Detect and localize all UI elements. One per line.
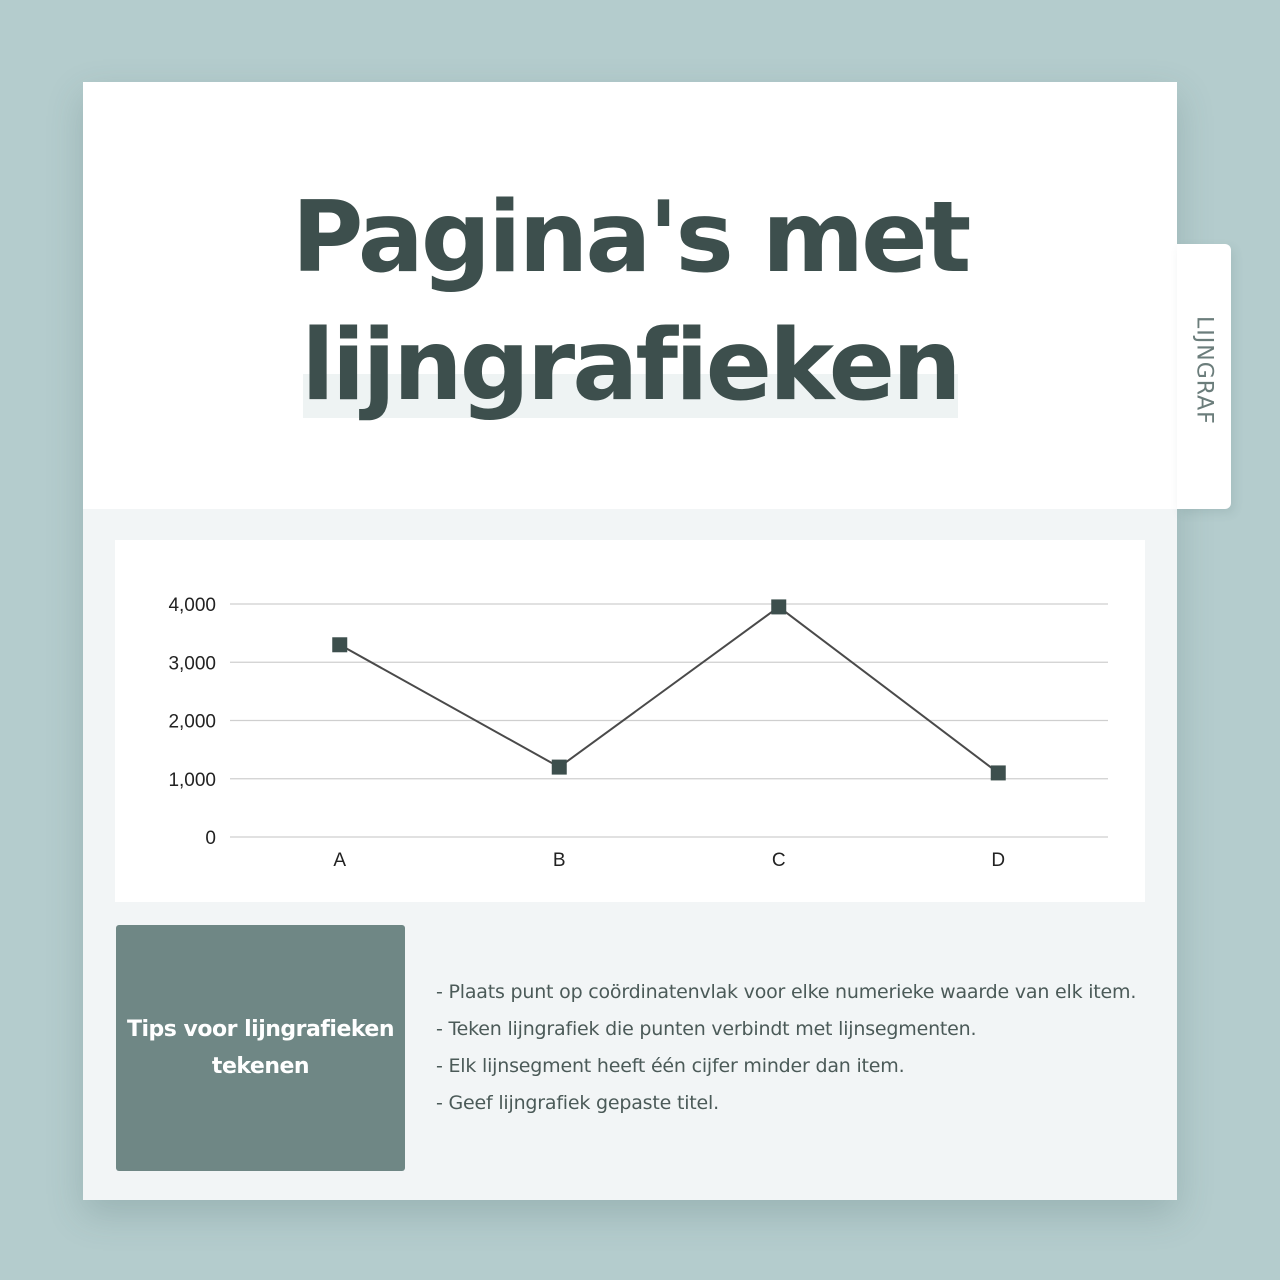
tips-box [116,925,405,1171]
page-title-line-1: Pagina's met [291,181,969,295]
tip-item: - Plaats punt op coördinatenvlak voor elke numerieke waarde van elk item. [436,981,1137,1003]
tip-item: - Elk lijnsegment heeft één cijfer minder dan item. [436,1055,905,1077]
series-line-layer [340,607,999,773]
tip-item: - Teken lijngrafiek die punten verbindt met lijnsegmenten. [436,1018,977,1040]
side-tab-label: LIJNGRAF [1191,316,1217,425]
tips-list [436,974,1136,1122]
y-tick-label: 1,000 [168,769,216,791]
y-axis-tick-labels [168,595,216,849]
tip-item: - Geef lijngrafiek gepaste titel. [436,1092,719,1114]
data-point-marker [332,637,347,652]
side-tab[interactable] [1177,244,1231,509]
tips-title-text: Tips voor lijngrafieken tekenen [126,1017,394,1079]
x-tick-label: B [552,850,566,872]
x-tick-label: C [771,850,786,872]
x-tick-label: D [991,850,1006,872]
grid-layer [230,604,1108,837]
x-axis-tick-labels [333,850,1005,871]
series-line [340,607,999,773]
x-tick-label: A [333,850,347,872]
hero-section [83,82,1177,509]
y-tick-label: 0 [205,828,216,850]
y-tick-label: 3,000 [168,653,216,675]
tips-title [116,1011,405,1085]
line-chart [115,540,1145,902]
page-card [83,82,1177,1200]
page-title-line-2: lijngrafieken [301,309,959,423]
data-point-marker [552,760,567,775]
data-point-marker [771,599,786,614]
y-tick-label: 4,000 [168,595,216,617]
chart-panel [115,540,1145,902]
marker-layer [332,599,1006,780]
data-point-marker [991,765,1006,780]
page-title [83,174,1177,430]
y-tick-label: 2,000 [168,711,216,733]
